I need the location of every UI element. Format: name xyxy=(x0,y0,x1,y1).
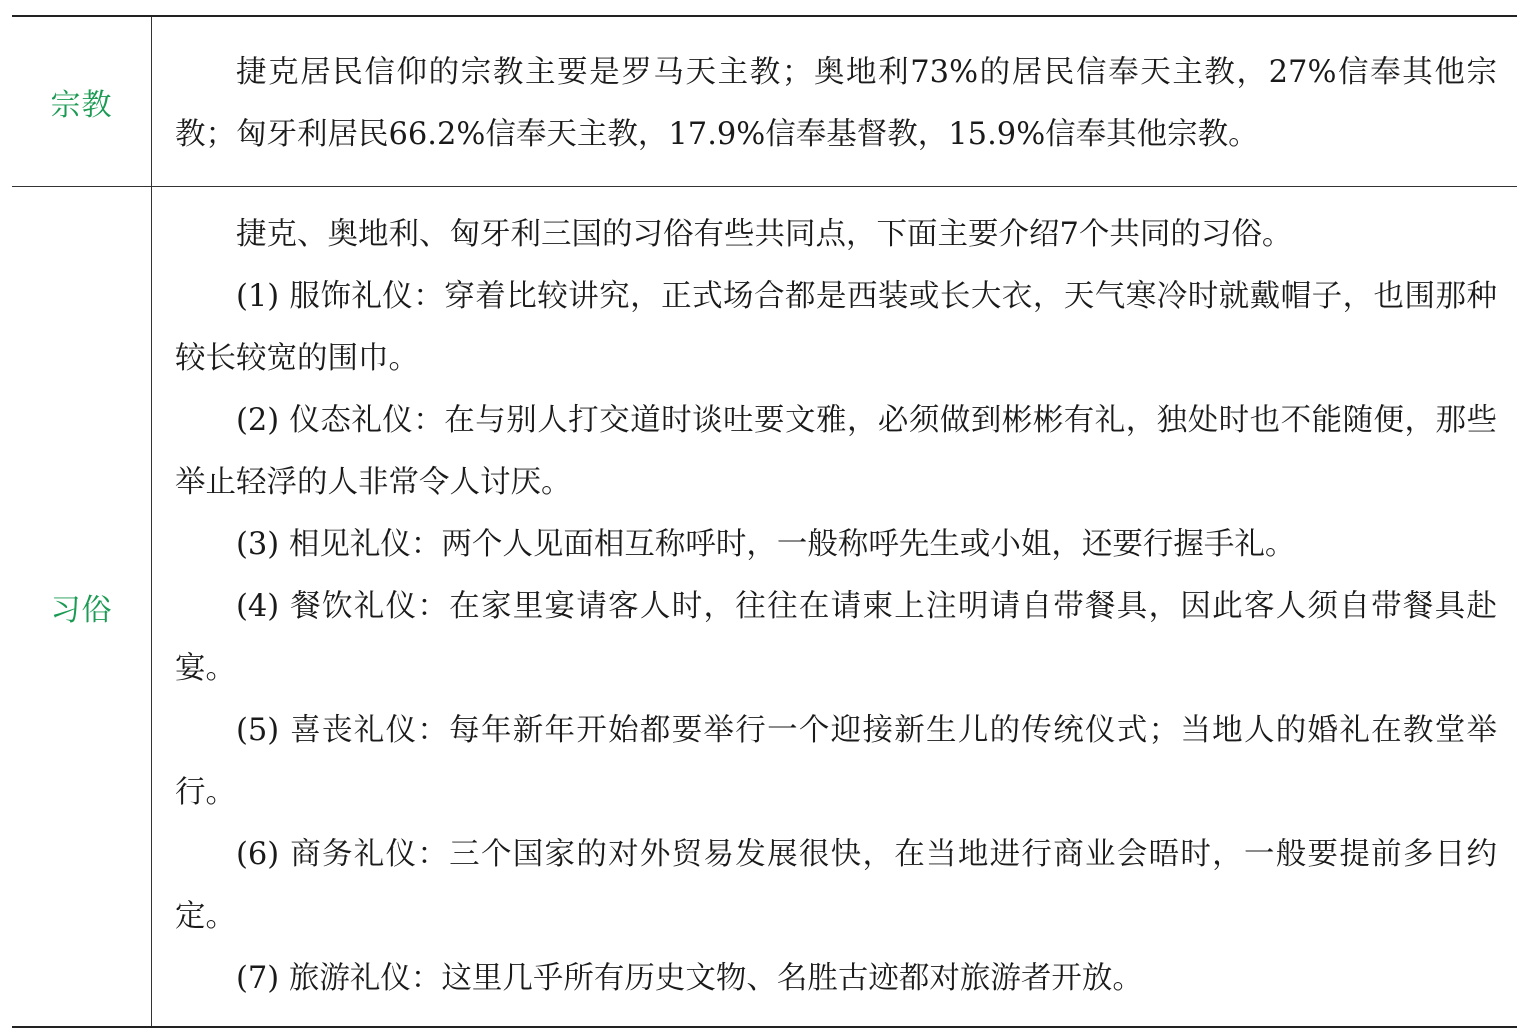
paragraph-manner-etiquette: (2) 仪态礼仪：在与别人打交道时谈吐要文雅，必须做到彬彬有礼，独处时也不能随便，那些举止轻浮的人非常令人讨厌。 xyxy=(175,403,1497,500)
row-label-customs: 习俗 xyxy=(50,592,113,628)
paragraph-dress-etiquette: (1) 服饰礼仪：穿着比较讲究，正式场合都是西装或长大衣，天气寒冷时就戴帽子，也围那种较长较宽的围巾。 xyxy=(175,279,1497,376)
row-label-religion: 宗教 xyxy=(50,87,113,123)
paragraph-travel-etiquette: (7) 旅游礼仪：这里几乎所有历史文物、名胜古迹都对旅游者开放。 xyxy=(236,961,1143,996)
paragraph: 捷克居民信仰的宗教主要是罗马天主教；奥地利73%的居民信奉天主教，27%信奉其他宗教；匈牙利居民66.2%信奉天主教，17.9%信奉基督教，15.9%信奉其他宗教。 xyxy=(175,55,1497,152)
paragraph-ceremony-etiquette: (5) 喜丧礼仪：每年新年开始都要举行一个迎接新生儿的传统仪式；当地人的婚礼在教堂举行。 xyxy=(175,713,1497,810)
table-row-customs xyxy=(12,186,1517,1026)
row-label-cell xyxy=(12,187,152,1026)
table-row-religion xyxy=(12,17,1517,186)
paragraph-business-etiquette: (6) 商务礼仪：三个国家的对外贸易发展很快，在当地进行商业会晤时，一般要提前多日约定。 xyxy=(175,837,1497,934)
info-table xyxy=(12,15,1517,1028)
row-content-religion xyxy=(152,17,1517,186)
row-label-cell xyxy=(12,17,152,186)
paragraph-dining-etiquette: (4) 餐饮礼仪：在家里宴请客人时，往往在请柬上注明请自带餐具，因此客人须自带餐具赴宴。 xyxy=(175,589,1497,686)
paragraph-intro: 捷克、奥地利、匈牙利三国的习俗有些共同点，下面主要介绍7个共同的习俗。 xyxy=(236,217,1293,252)
row-content-customs xyxy=(152,187,1517,1026)
paragraph-greeting-etiquette: (3) 相见礼仪：两个人见面相互称呼时，一般称呼先生或小姐，还要行握手礼。 xyxy=(236,527,1296,562)
